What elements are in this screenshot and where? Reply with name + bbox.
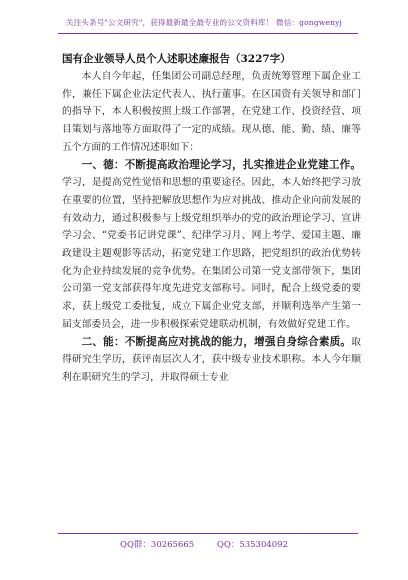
footer-qq: QQ：535304092 [216, 540, 288, 550]
document-body [62, 68, 361, 387]
section-text-2: 取得研究生学历，获评南层次人才，获中级专业技术职称。本人今年顺利在职研究生的学习，并取得硕士专业 [62, 336, 361, 383]
section-text-1: 学习，是提高党性觉悟和思想的重要途径。因此，本人始终把学习放在重要的位置，坚持把解放思想作为应对挑战、推动企业向前发展的有效动力，通过积极参与上级党组织举办的党的政治理论学习、宣讲学习会、“党委书记讲党课”、纪律学习月、网上考学、爱国主题、廉政建设主题观影等活动，拓宽党建工作思路，把党组织的政治优势转化为企业持续发展的竞争优势。在集团公司第一党支部带领下，集团公司第一党支部获得年度先进党支部称号。同时，配合上级党委的要求，获上级党工委批复，成立下属企业党支部，并顺利选举产生第一届支部委员会，进一步积极探索党建联动机制，有效做好党建工作。 [62, 177, 361, 330]
header-divider [58, 33, 358, 34]
footer-qq-group: QQ群：30265665 [119, 540, 195, 550]
document-title: 国有企业领导人员个人述职述廉报告（3227字） [62, 53, 291, 65]
section-heading-1: 一、德：不断提高政治理论学习，扎实推进企业党建工作。 [81, 158, 361, 171]
page-header: 关注头条号"公文研究"，获得最新最全最专业的公文资料库！ 微信：gongwenyj [65, 18, 343, 27]
page-footer [0, 538, 408, 550]
footer-divider [58, 533, 358, 534]
section-paragraph-2 [62, 334, 361, 387]
section-heading-2: 二、能：不断提高应对挑战的能力，增强自身综合素质。 [81, 335, 352, 348]
section-paragraph-1 [62, 157, 361, 334]
intro-paragraph: 本人自今年起，任集团公司副总经理，负责统筹管理下属企业工作，兼任下属企业法定代表人、执行董事。在区国资有关领导和部门的指导下，本人积极按照上级工作部署，在党建工作、投资经营、项目策划与落地等方面取得了一定的成绩。现从德、能、勤、绩、廉等五个方面的工作情况述职如下： [62, 71, 361, 153]
